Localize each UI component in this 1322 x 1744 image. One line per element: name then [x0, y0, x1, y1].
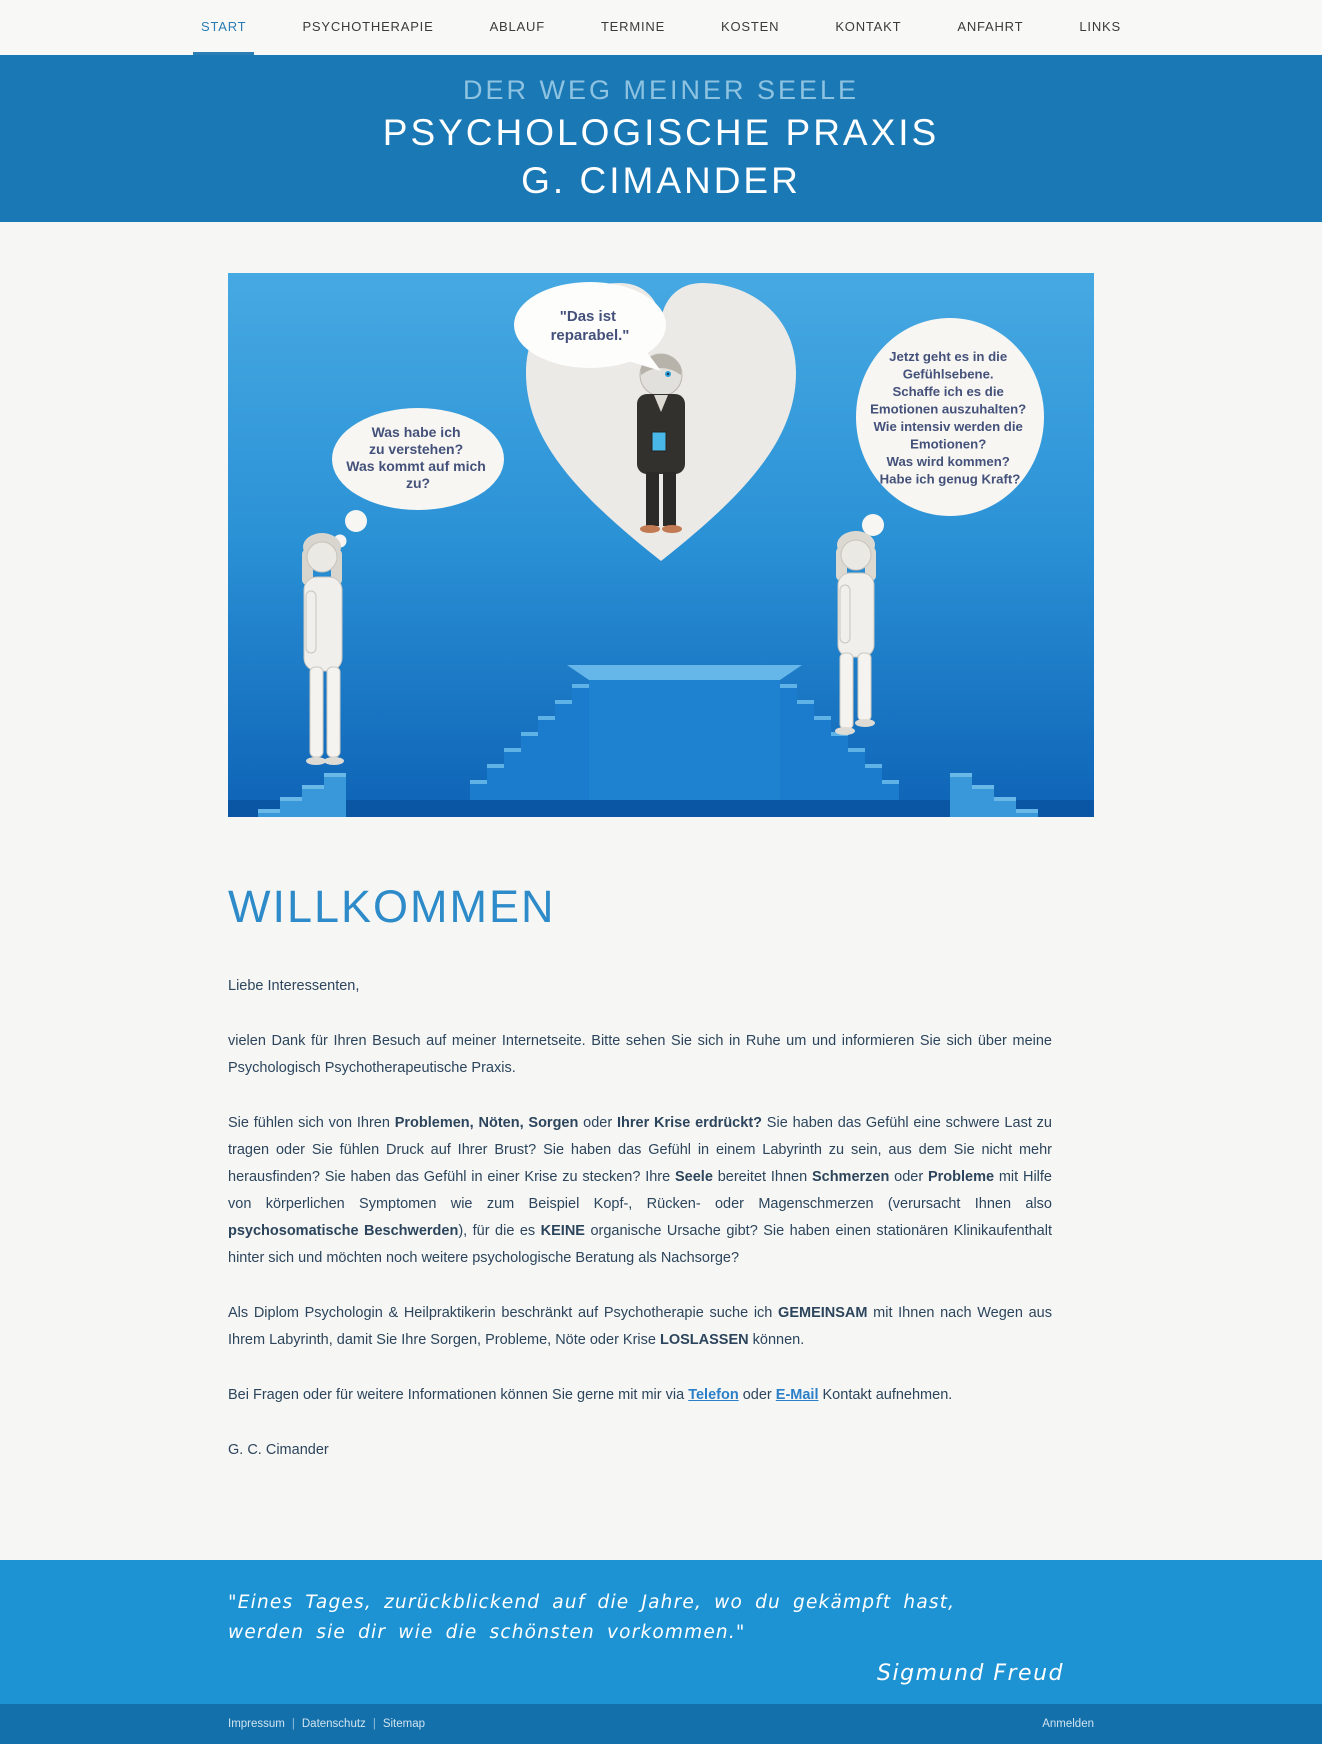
footer-link-sitemap[interactable]: Sitemap — [382, 1717, 425, 1730]
body-text: bereitet Ihnen — [712, 1168, 812, 1185]
nav-item-anfahrt[interactable]: ANFAHRT — [957, 18, 1024, 34]
emphasized-text: Ihrer Krise erdrückt? — [617, 1114, 762, 1131]
body-text: Kontakt aufnehmen. — [818, 1386, 953, 1403]
quote-section — [0, 1560, 1322, 1704]
nav-item-links[interactable]: LINKS — [1079, 18, 1121, 34]
body-text: ), für die es — [458, 1222, 541, 1239]
footer-link-datenschutz[interactable]: Datenschutz — [301, 1717, 366, 1730]
emphasized-text: psychosomatische Beschwerden — [228, 1222, 459, 1239]
footer-separator: | — [372, 1717, 376, 1730]
nav-item-psychotherapie[interactable]: PSYCHOTHERAPIE — [302, 18, 434, 34]
site-header — [0, 55, 1322, 222]
text-link-e-mail[interactable]: E-Mail — [775, 1386, 819, 1403]
body-text: mit Hilfe von körperlichen Symptomen wie zum Beispiel Kopf-, Rücken- oder Magenschmerzen (verursacht Ihnen also — [228, 1168, 1052, 1212]
login-link[interactable]: Anmelden — [1042, 1717, 1094, 1730]
nav-item-kontakt[interactable]: KONTAKT — [835, 18, 902, 34]
text-link-telefon[interactable]: Telefon — [688, 1386, 739, 1403]
body-text: mit Ihnen nach Wegen aus Ihrem Labyrinth, damit Sie Ihre Sorgen, Probleme, Nöte oder Krise — [228, 1304, 1052, 1348]
body-text: Als Diplom Psychologin & Heilpraktikerin beschränkt auf Psychotherapie suche ich — [228, 1304, 779, 1321]
right-thought-text: Jetzt geht es in die Gefühlsebene. Schaffe ich es die Emotionen auszuhalten? Wie intensiv werden die Emotionen? Was wird kommen? Habe ich genug Kraft? — [870, 349, 1027, 487]
speech-bubble-text: "Das ist reparabel." — [550, 308, 630, 344]
body-text: oder — [578, 1114, 617, 1131]
paragraph-offer — [228, 1300, 1052, 1354]
emphasized-text: GEMEINSAM — [778, 1304, 868, 1321]
body-text: können. — [748, 1331, 805, 1348]
site-tagline: DER WEG MEINER SEELE — [462, 75, 860, 105]
footer-link-impressum[interactable]: Impressum — [228, 1717, 285, 1730]
emphasized-text: Probleme — [927, 1168, 995, 1185]
body-text: Sie fühlen sich von Ihren — [228, 1114, 395, 1131]
left-thought-text: Was habe ich zu verstehen? Was kommt auf mich zu? — [346, 424, 486, 491]
body-text: Liebe Interessenten, — [228, 978, 360, 994]
site-title: PSYCHOLOGISCHE PRAXIS — [382, 112, 940, 153]
quote-author: Sigmund Freud — [877, 1660, 1064, 1686]
body-text: oder — [889, 1168, 928, 1185]
body-text: organische Ursache gibt? Sie haben einen stationären Klinikaufenthalt hinter sich und möchten noch weitere psychologische Beratung als Nachsorge? — [228, 1222, 1052, 1266]
hero-illustration — [228, 273, 1094, 817]
paragraph-contact — [228, 1382, 1052, 1409]
signature — [228, 1437, 1052, 1464]
paragraph-salutation — [228, 973, 1052, 1000]
emphasized-text: LOSLASSEN — [659, 1331, 749, 1348]
main-navigation — [0, 0, 1322, 55]
emphasized-text: KEINE — [540, 1222, 585, 1239]
footer-separator: | — [291, 1717, 295, 1730]
nav-item-start[interactable]: START — [193, 0, 254, 55]
main-content — [228, 222, 1094, 1464]
welcome-text — [228, 973, 1052, 1464]
emphasized-text: Seele — [674, 1168, 713, 1185]
body-text: Bei Fragen oder für weitere Informationen können Sie gerne mit mir via — [228, 1386, 689, 1403]
emphasized-text: Schmerzen — [811, 1168, 890, 1185]
body-text: vielen Dank für Ihren Besuch auf meiner Internetseite. Bitte sehen Sie sich in Ruhe um und informieren Sie sich über meine Psychologisch Psychotherapeutische Praxis. — [228, 1032, 1052, 1076]
center-platform — [567, 665, 802, 800]
nav-item-kosten[interactable]: KOSTEN — [721, 18, 780, 34]
paragraph-problems — [228, 1110, 1052, 1272]
footer-bar — [0, 1704, 1322, 1744]
freud-quote: "Eines Tages, zurückblickend auf die Jahre, wo du gekämpft hast, werden sie dir wie die schönsten vorkommen." — [228, 1591, 956, 1644]
emphasized-text: Problemen, Nöten, Sorgen — [394, 1114, 579, 1131]
footer-links — [228, 1718, 425, 1730]
body-text: G. C. Cimander — [228, 1441, 329, 1458]
nav-item-ablauf[interactable]: ABLAUF — [489, 18, 545, 34]
page-title: WILLKOMMEN — [228, 881, 556, 932]
paragraph-intro — [228, 1028, 1052, 1082]
nav-item-termine[interactable]: TERMINE — [600, 18, 666, 34]
body-text: oder — [738, 1386, 776, 1403]
site-owner-name: G. CIMANDER — [521, 160, 801, 202]
body-text: Sie haben das Gefühl eine schwere Last zu tragen oder Sie fühlen Druck auf Ihrer Brust? Sie haben das Gefühl in einem Labyrinth zu sein, aus dem Sie nicht mehr herausfinden? Sie haben das Gefühl in einer Krise zu stecken? Ihre — [228, 1114, 1052, 1185]
